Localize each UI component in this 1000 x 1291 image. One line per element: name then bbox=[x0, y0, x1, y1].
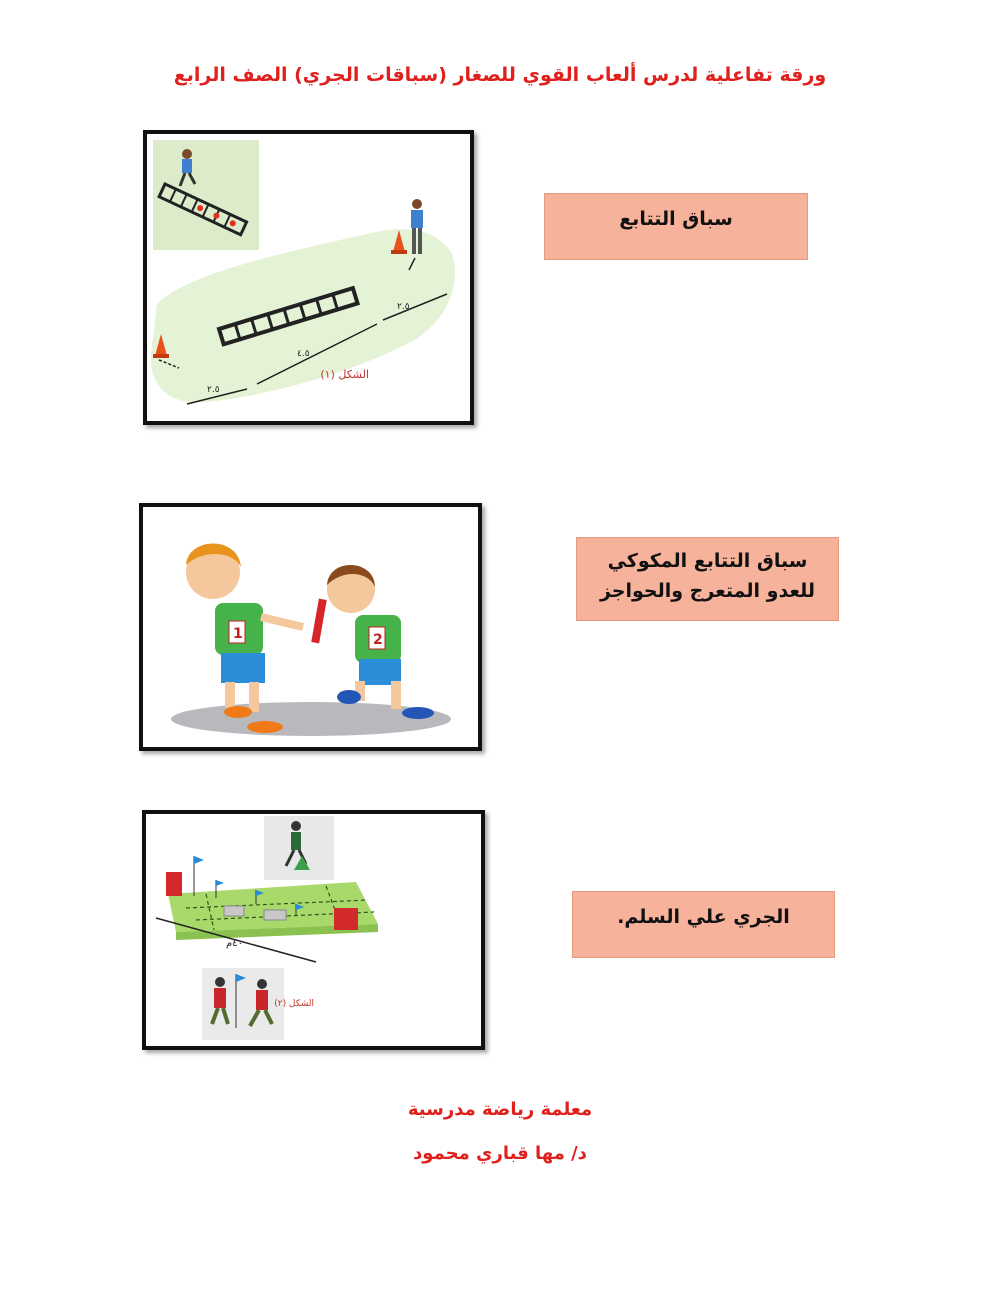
teacher-role: معلمة رياضة مدرسية bbox=[407, 1099, 593, 1120]
label-shuttle-relay bbox=[576, 537, 839, 621]
label-text: سباق التتابع المكوكي للعدو المتعرج والحواجز bbox=[599, 550, 816, 602]
dimension-label: ٢.٥ bbox=[207, 385, 220, 395]
running-course-illustration bbox=[146, 814, 481, 1046]
figure-caption: الشكل (١) bbox=[320, 368, 369, 381]
bib-number: 1 bbox=[233, 626, 243, 642]
figure-running-course bbox=[142, 810, 485, 1050]
page-title: ورقة تفاعلية لدرس ألعاب القوي للصغار (سباقات الجري) الصف الرابع bbox=[173, 64, 827, 86]
dimension-label: ٤٠م bbox=[226, 938, 243, 949]
dimension-label: ٢.٥ bbox=[397, 302, 410, 312]
kids-relay-illustration bbox=[143, 507, 478, 747]
figure-relay-ladder bbox=[143, 130, 474, 425]
label-ladder-running bbox=[572, 891, 835, 958]
label-text: الجري علي السلم. bbox=[617, 906, 790, 928]
label-relay-race bbox=[544, 193, 808, 260]
figure-caption: الشكل (٢) bbox=[274, 999, 314, 1009]
boy-runner-2 bbox=[327, 565, 434, 719]
figure-kids-relay bbox=[139, 503, 482, 751]
teacher-name: د/ مها قباري محمود bbox=[413, 1143, 587, 1164]
bib-number: 2 bbox=[373, 632, 383, 648]
label-text: سباق التتابع bbox=[619, 208, 733, 230]
dimension-label: ٤.٥ bbox=[297, 349, 310, 359]
relay-ladder-illustration bbox=[147, 134, 470, 421]
